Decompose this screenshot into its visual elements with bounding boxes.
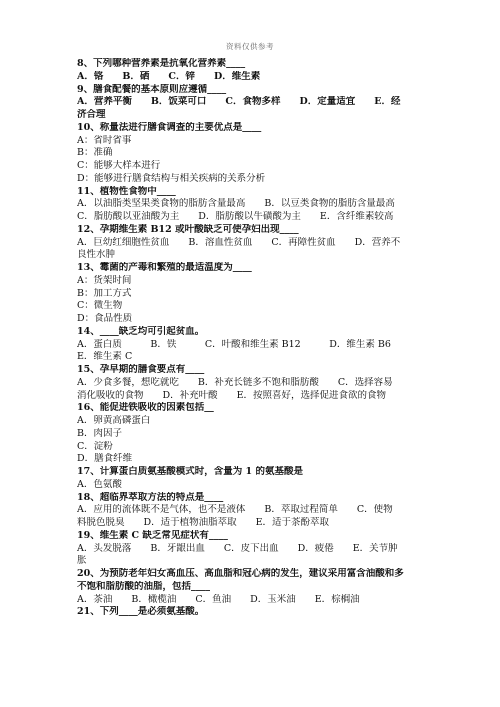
question-line: 20、为预防老年妇女高血压、高血脂和冠心病的发生，建议采用富含油酸和多	[77, 568, 404, 579]
option-line: 胀	[77, 555, 87, 567]
option-line: D：能够进行膳食结构与相关疾病的关系分析	[77, 172, 266, 184]
question-line: 济合理	[77, 109, 106, 120]
option-line: E．维生素 C	[77, 351, 133, 363]
page-header: 资料仅供参考	[226, 42, 274, 51]
option-line: A．头发脱落 B．牙龈出血 C．皮下出血 D．疲倦 E．关节肿	[77, 542, 398, 554]
question-line: A．铬 B．硒 C．锌 D．维生素	[77, 70, 261, 82]
document-body	[77, 58, 427, 619]
option-line: B．肉因子	[77, 427, 122, 439]
option-line: 良性水肿	[77, 249, 116, 261]
option-line: A．巨幼红细胞性贫血 B．溶血性贫血 C．再障性贫血 D．营养不	[77, 236, 401, 248]
option-line: A．卵黄高磷蛋白	[77, 415, 151, 426]
question-line: 11、植物性食物中____	[77, 185, 176, 197]
option-line: 料脱色脱臭 D．适于植物油脂萃取 E．适于茶酚萃取	[77, 517, 330, 528]
option-line: A．蛋白质 B．铁 C．叶酸和维生素 B12 D．维生素 B6	[77, 338, 391, 350]
option-line: A．少食多餐，想吃就吃 B．补充长链多不饱和脂肪酸 C．选择容易	[77, 376, 393, 388]
option-line: C：能够大样本进行	[77, 160, 161, 171]
option-line: 消化吸收的食物 D．补充叶酸 E．按照喜好，选择促进食欲的食物	[77, 389, 387, 401]
question-line: 17、计算蛋白质氨基酸模式时，含量为 1 的氨基酸是	[77, 466, 303, 477]
option-line: A：省时省事	[77, 134, 132, 146]
option-line: A：货架时间	[77, 274, 132, 286]
option-line: A．茶油 B．橄榄油 C．鱼油 D．玉米油 E．棕榈油	[77, 593, 360, 605]
question-line: 16、能促进铁吸收的因素包括__	[77, 402, 214, 414]
question-line: 21、下列____是必须氨基酸。	[77, 606, 205, 618]
option-line: B：准确	[77, 147, 113, 159]
question-line: 15、孕早期的膳食要点有____	[77, 364, 205, 375]
question-line: 8、下列哪种营养素是抗氧化营养素____	[77, 58, 246, 69]
option-line: B：加工方式	[77, 287, 132, 299]
question-line: 18、超临界萃取方法的特点是____	[77, 491, 224, 503]
option-line: D．膳食纤维	[77, 453, 133, 465]
option-line: A．以油脂类坚果类食物的脂肪含量最高 B．以豆类食物的脂肪含量最高	[77, 198, 395, 210]
option-line: A．应用的流体既不是气体，也不是液体 B．萃取过程简单 C．使物	[77, 504, 393, 516]
option-line: D：食品性质	[77, 313, 133, 324]
question-line: 19、维生素 C 缺乏常见症状有____	[77, 529, 228, 541]
question-line: A．营养平衡 B．饭菜可口 C．食物多样 D．定量适宜 E．经	[77, 96, 401, 108]
option-line: C：微生物	[77, 300, 123, 312]
question-line: 13、霉菌的产毒和繁殖的最适温度为____	[77, 262, 252, 273]
question-line: 不饱和脂肪酸的油脂，包括____	[77, 580, 211, 592]
question-line: 9、膳食配餐的基本原则应遵循____	[77, 83, 227, 95]
option-line: C．淀粉	[77, 440, 113, 452]
option-line: A．色氨酸	[77, 478, 122, 490]
question-line: 12、孕期维生素 B12 或叶酸缺乏可使孕妇出现____	[77, 223, 299, 235]
question-line: 14、____缺乏均可引起贫血。	[77, 325, 205, 337]
question-line: 10、称量法进行膳食调查的主要优点是____	[77, 121, 262, 133]
option-line: C．脂肪酸以亚油酸为主 D．脂肪酸以牛磺酸为主 E．含纤维素较高	[77, 211, 394, 222]
